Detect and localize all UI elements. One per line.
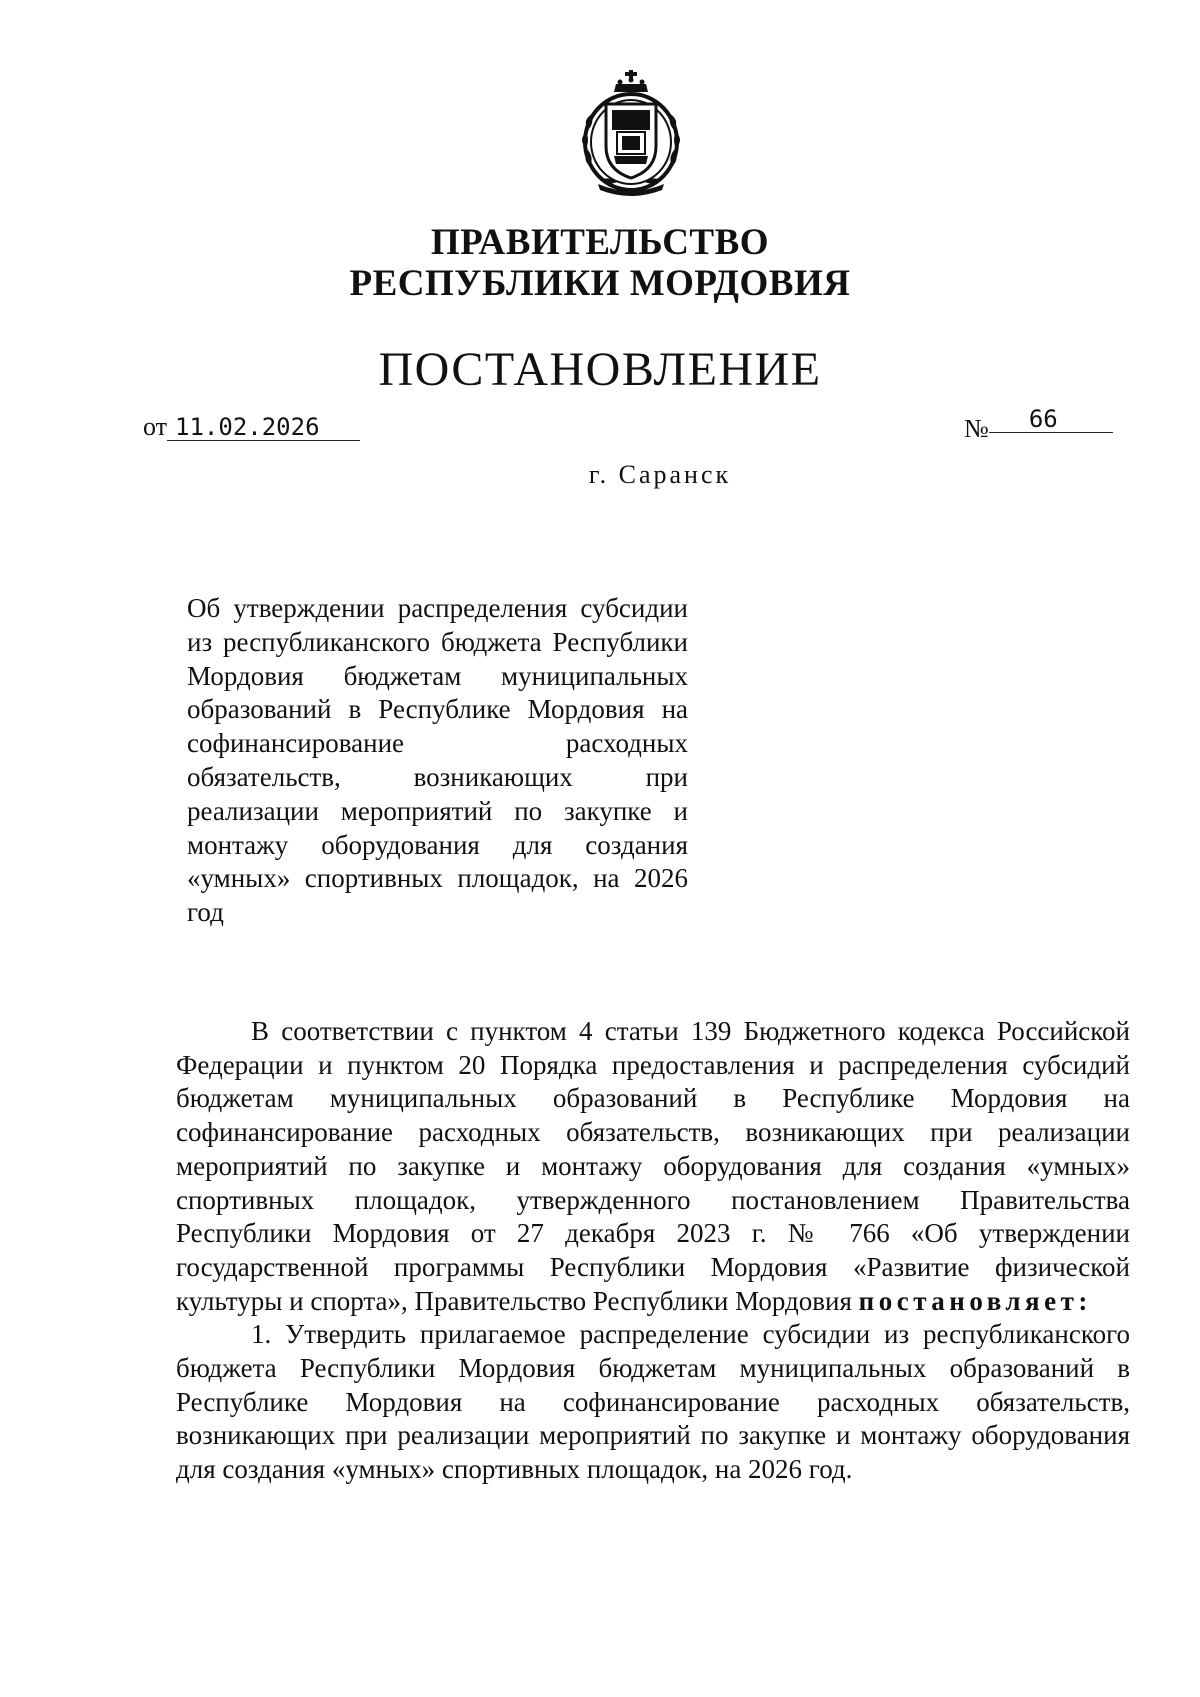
date-field [143, 412, 360, 442]
number-prefix: № [964, 414, 989, 443]
organization-name-line1: ПРАВИТЕЛЬСТВО [430, 222, 770, 263]
item-1-paragraph: 1. Утвердить прилагаемое распределение субсидии из республиканского бюджета Республики Мордовия бюджетам муниципальных образований в Республике Мордовия на софинансирование расходных обязательств, возникающих при реализации мероприятий по закупке и монтажу оборудования для создания «умных» спортивных площадок, на 2026 год. [176, 1319, 1130, 1485]
number-field [964, 406, 1113, 444]
preamble-paragraph [176, 1015, 1130, 1318]
number-value: 66 [989, 406, 1113, 433]
organization-name-line2: РЕСПУБЛИКИ МОРДОВИЯ [349, 263, 851, 304]
date-value: 11.02.2026 [167, 414, 360, 441]
date-prefix: от [143, 412, 168, 441]
preamble-text: В соответствии с пунктом 4 статьи 139 Бюджетного кодекса Российской Федерации и пунктом 20 Порядка предоставления и распределения субсидий бюджетам муниципальных образований в Республике Мордовия на софинансирование расходных обязательств, возникающих при реализации мероприятий по закупке и монтажу оборудования для создания «умных» спортивных площадок, утвержденного постановлением Правительства Республики Мордовия от 27 декабря 2023 г. № 766 «Об утверждении государственной программы Республики Мордовия «Развитие физической культуры и спорта», Правительство Республики Мордовия [176, 1016, 1130, 1316]
document-body [176, 1015, 1130, 1487]
city-label: г. Саранск [588, 460, 732, 489]
decree-word: постановляет: [858, 1285, 1092, 1316]
document-subject: Об утверждении распределения субсидии из республиканского бюджета Республики Мордовия бюджетам муниципальных образований в Республике Мордовия на софинансирование расходных обязательств, возникающих при реализации мероприятий по закупке и монтажу оборудования для создания «умных» спортивных площадок, на 2026 год [187, 593, 688, 928]
coat-of-arms-icon [576, 70, 686, 198]
document-type-title: ПОСТАНОВЛЕНИЕ [378, 343, 822, 396]
